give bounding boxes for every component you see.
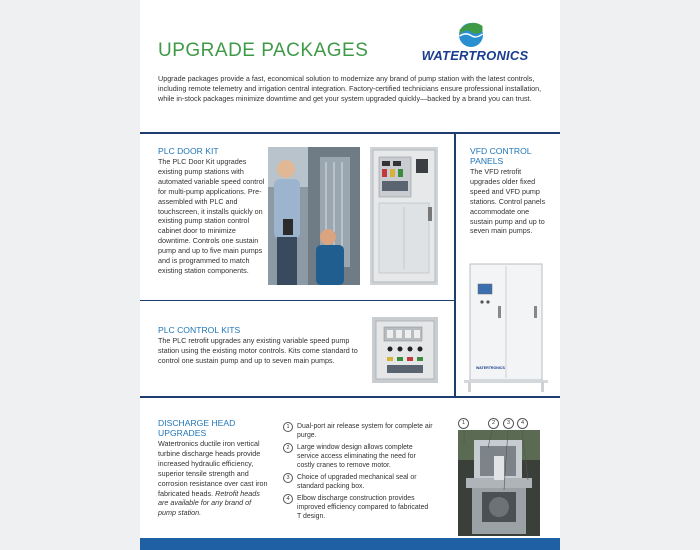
logo-wordmark: WATERTRONICS	[421, 48, 529, 63]
feature-item	[283, 443, 433, 470]
callout-1: 1	[458, 418, 469, 429]
brochure-page	[140, 0, 560, 550]
watertronics-logo	[402, 22, 548, 66]
feature-text: Large window design allows complete service access eliminating the need for costly cranes to remove motor.	[297, 444, 416, 469]
discharge-body	[158, 439, 268, 518]
technicians-photo	[268, 147, 360, 285]
feature-item	[283, 473, 433, 491]
intro-paragraph: Upgrade packages provide a fast, economical solution to modernize any brand of pump station with the latest controls, including remote telemetry and irrigation central integration. Factory-certified technicians ensure professional installation, while in-stock packages minimize downtime and get your system upgraded quickly—backed by a brand you can trust.	[158, 74, 542, 103]
water-drop-logo-icon	[458, 22, 484, 48]
divider-vertical	[454, 132, 456, 396]
discharge-body-text: Watertronics ductile iron vertical turbine discharge heads provide increased hydraulic efficiency, superior tensile strength and corrosion resistance over cast iron fabricated heads.	[158, 439, 268, 498]
callout-2: 2	[488, 418, 499, 429]
vfd-cabinet-label: WATERTRONICS	[476, 366, 505, 370]
plc-control-kit-photo	[372, 317, 438, 383]
feature-text: Dual-port air release system for complete air purge.	[297, 423, 433, 439]
plc-door-kit-heading: PLC DOOR KIT	[158, 146, 219, 156]
feature-item	[283, 494, 433, 521]
plc-control-kits-body: The PLC retrofit upgrades any existing variable speed pump station using the existing motor controls. Kits come standard to control one sustain pump and up to seven main pumps.	[158, 336, 358, 365]
plc-control-kits-heading: PLC CONTROL KITS	[158, 325, 241, 335]
vfd-heading-line2: PANELS	[470, 156, 504, 166]
discharge-head-photo	[458, 430, 540, 536]
discharge-body-italic: Retrofit heads are available for any brand of pump station.	[158, 488, 260, 518]
feature-number: 1	[283, 422, 293, 432]
vfd-heading-line1: VFD CONTROL	[470, 146, 532, 156]
feature-text: Choice of upgraded mechanical seal or standard packing box.	[297, 474, 417, 490]
callout-3: 3	[503, 418, 514, 429]
plc-door-kit-body: The PLC Door Kit upgrades existing pump stations with automated variable speed control for multi-pump applications. Pre-assembled with PLC and touchscreen, it installs quickly on existing pump station control cabinet door to minimize downtime. Controls one sustain pump and up to five main pumps and is programmed to match existing station components.	[158, 157, 265, 275]
feature-text: Elbow discharge construction provides improved efficiency compared to fabricated T design.	[297, 495, 429, 520]
feature-number: 2	[283, 443, 293, 453]
callout-4: 4	[517, 418, 528, 429]
discharge-heading-line2: UPGRADES	[158, 428, 207, 438]
discharge-heading-line1: DISCHARGE HEAD	[158, 418, 236, 428]
footer-bar	[140, 538, 560, 550]
vfd-cabinet-photo	[460, 262, 552, 394]
feature-number: 3	[283, 473, 293, 483]
discharge-features-list	[283, 422, 433, 524]
page-title: UPGRADE PACKAGES	[158, 40, 369, 61]
divider-bottom	[140, 396, 560, 398]
plc-door-cabinet-photo	[370, 147, 438, 285]
vfd-body: The VFD retrofit upgrades older fixed speed and VFD pump stations. Control panels accommodate one sustain pump and up to seven main pumps.	[470, 167, 546, 236]
feature-number: 4	[283, 494, 293, 504]
divider-top	[140, 132, 560, 134]
feature-item	[283, 422, 433, 440]
divider-mid	[140, 300, 454, 301]
